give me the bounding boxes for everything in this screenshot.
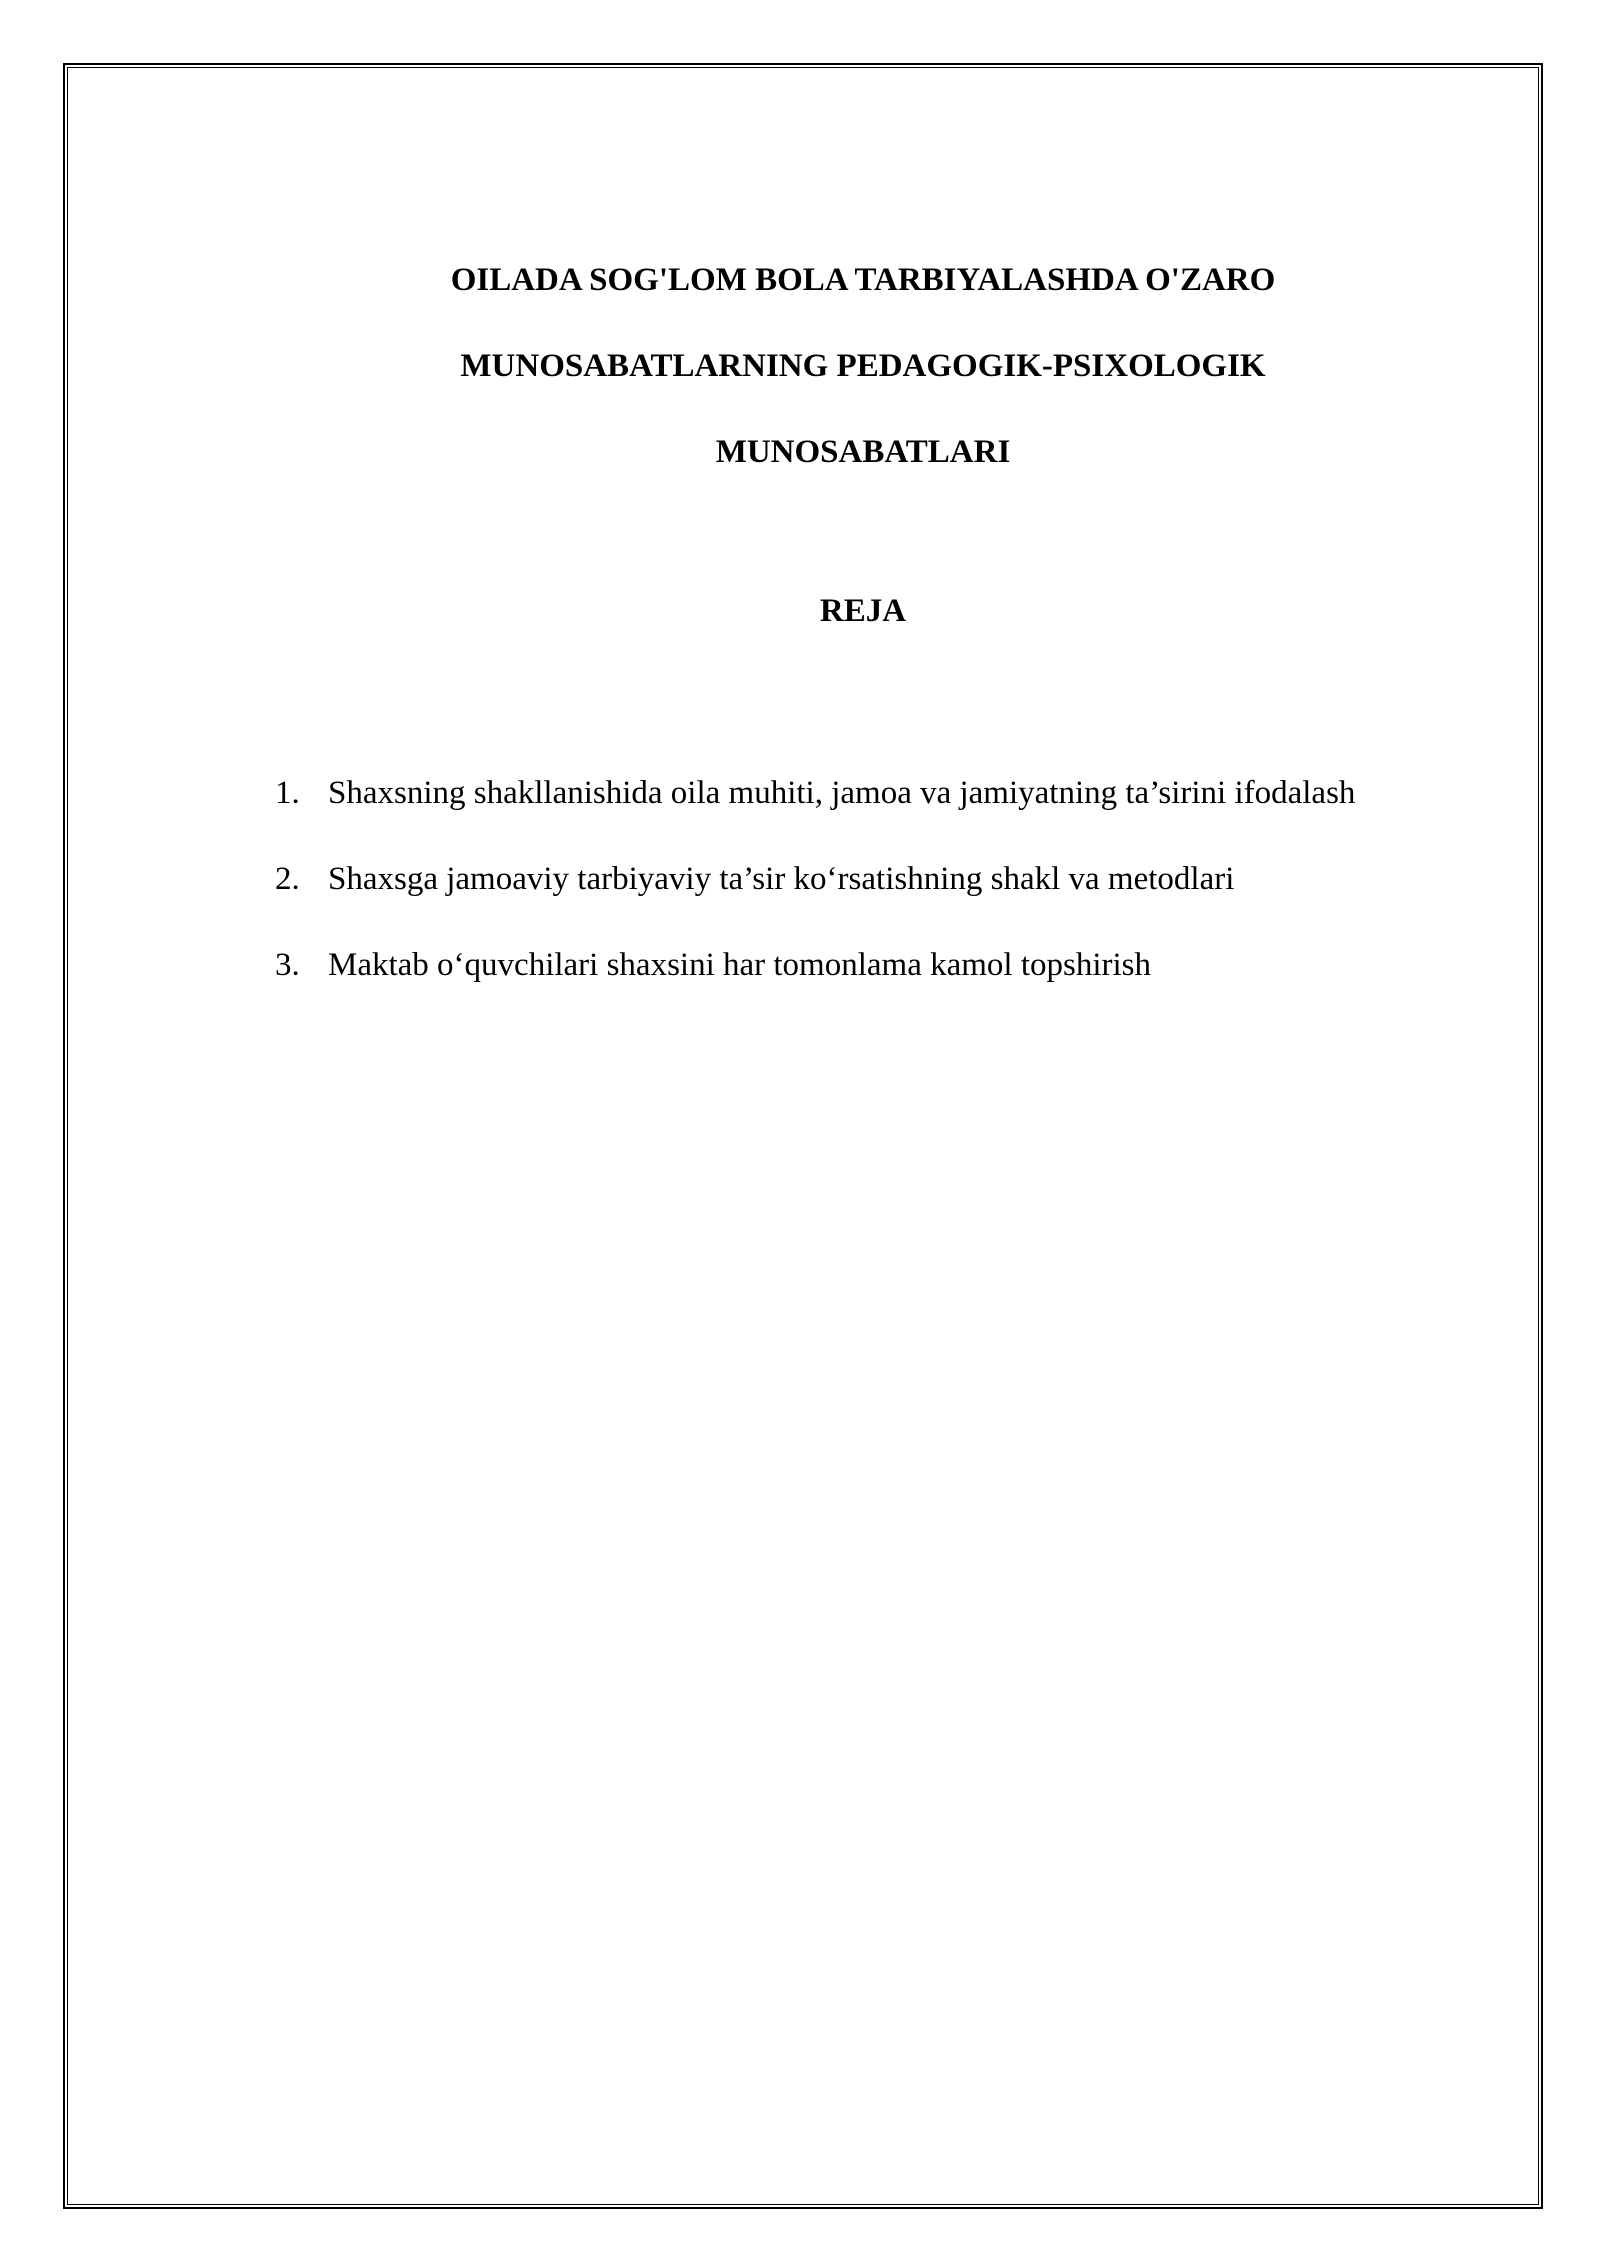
title-line: OILADA SOG'LOM BOLA TARBIYALASHDA O'ZARO [450, 262, 1276, 298]
plan-list [275, 750, 1493, 1008]
title-line: MUNOSABATLARNING PEDAGOGIK-PSIXOLOGIK [460, 348, 1266, 384]
plan-item-text: Shaxsga jamoaviy tarbiyaviy ta’sir ko‘rsatishning shakl va metodlari [328, 861, 1235, 897]
plan-item-number: 2. [275, 861, 300, 897]
title-line: MUNOSABATLARI [715, 434, 1011, 470]
plan-item-number: 1. [275, 775, 300, 811]
plan-item [275, 836, 1493, 922]
plan-item-number: 3. [275, 947, 300, 983]
plan-item-text: Maktab o‘quvchilari shaxsini har tomonlama kamol topshirish [328, 947, 1152, 983]
plan-item [275, 750, 1493, 836]
document-title [0, 237, 1600, 495]
plan-item [275, 922, 1493, 1008]
plan-item-text: Shaxsning shakllanishida oila muhiti, jamoa va jamiyatning ta’sirini ifodalash [328, 775, 1356, 811]
plan-heading: REJA [819, 593, 907, 629]
